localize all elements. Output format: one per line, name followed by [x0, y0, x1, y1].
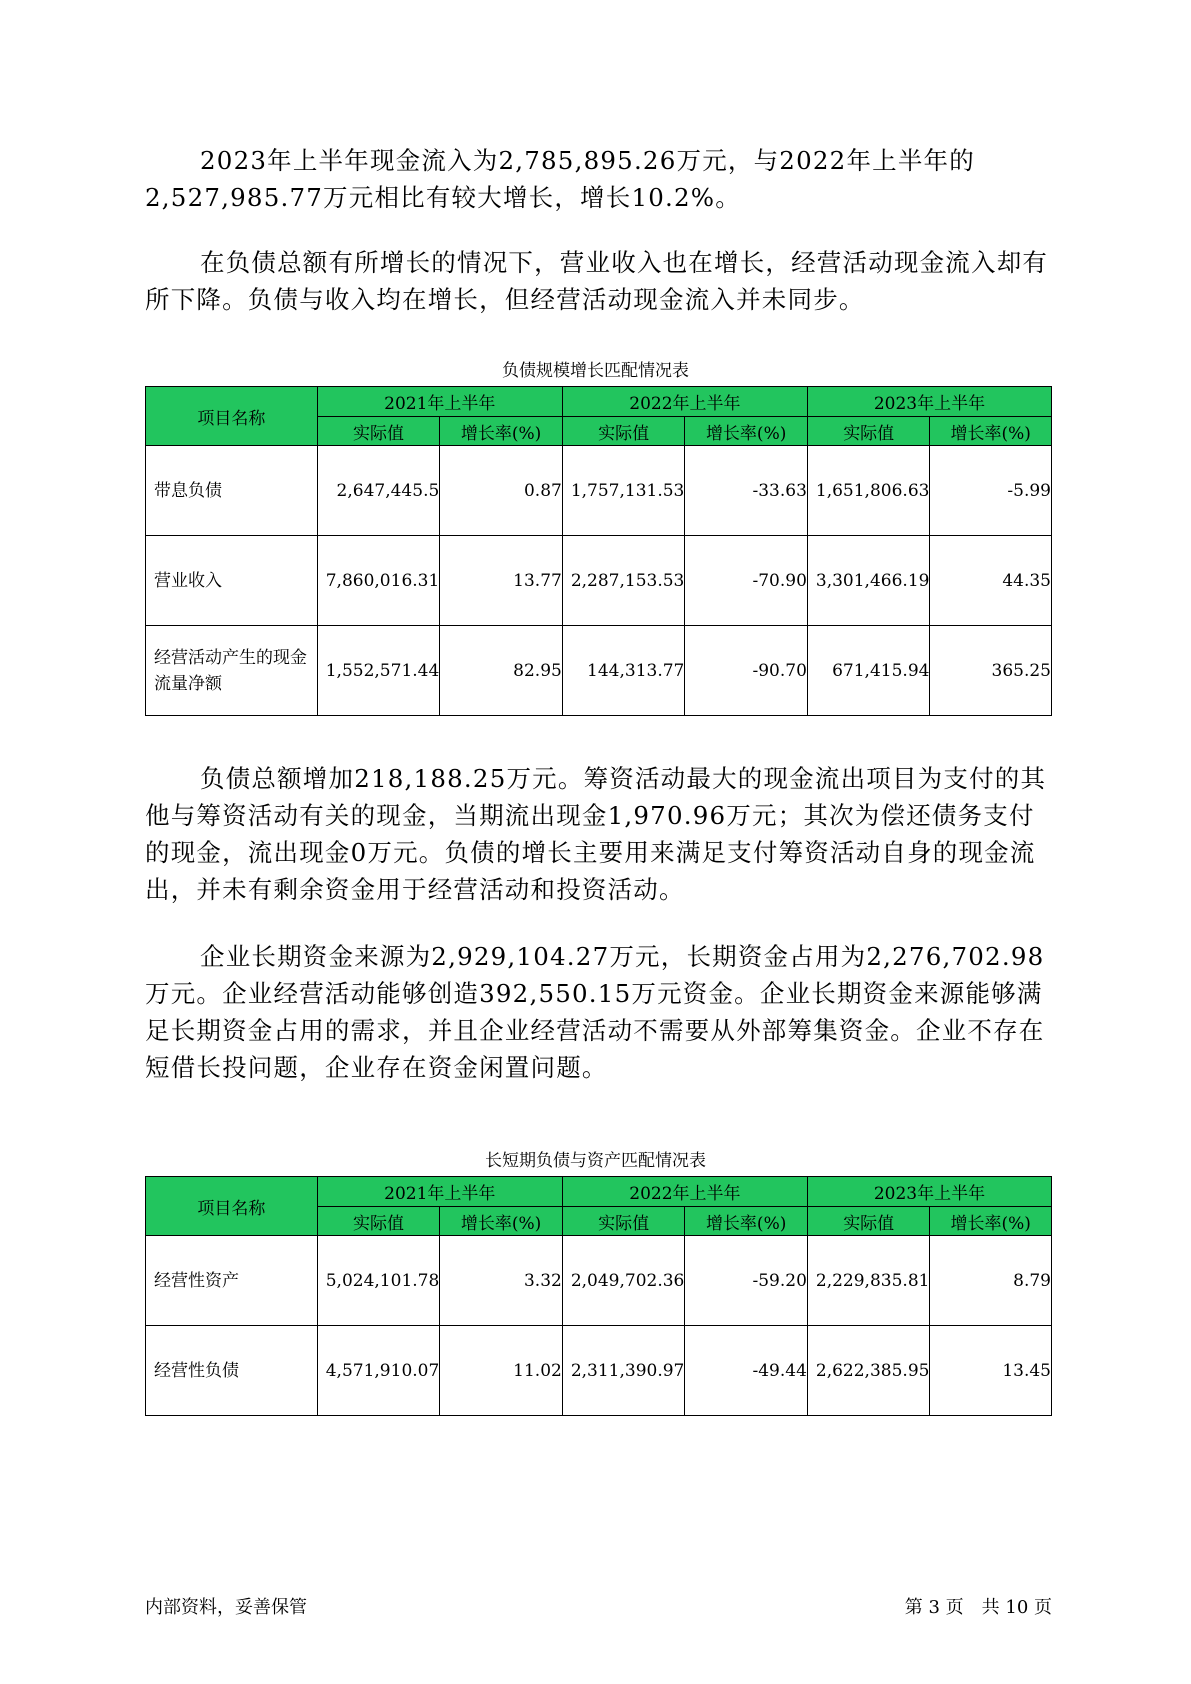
- header-period-2022: 2022年上半年: [562, 387, 807, 417]
- cell-value: 3.32: [440, 1236, 563, 1326]
- cell-value: 13.77: [440, 536, 563, 626]
- cell-value: 2,049,702.36: [562, 1236, 685, 1326]
- cell-value: 44.35: [930, 536, 1052, 626]
- header-growth: 增长率(%): [440, 1207, 563, 1236]
- header-actual: 实际值: [317, 1207, 440, 1236]
- cell-value: 2,311,390.97: [562, 1326, 685, 1416]
- header-period-2021: 2021年上半年: [317, 387, 562, 417]
- cell-value: 11.02: [440, 1326, 563, 1416]
- header-actual: 实际值: [317, 417, 440, 446]
- row-name: 经营性资产: [146, 1236, 318, 1326]
- cell-value: -5.99: [930, 446, 1052, 536]
- header-period-2022: 2022年上半年: [562, 1177, 807, 1207]
- table1-caption: 负债规模增长匹配情况表: [502, 361, 689, 381]
- cell-value: 2,287,153.53: [562, 536, 685, 626]
- cell-value: 2,647,445.5: [317, 446, 440, 536]
- cell-value: -59.20: [685, 1236, 808, 1326]
- row-name: 经营活动产生的现金流量净额: [146, 626, 318, 716]
- row-name: 营业收入: [146, 536, 318, 626]
- table2-caption: 长短期负债与资产匹配情况表: [485, 1151, 706, 1171]
- table-row: [146, 1326, 1052, 1416]
- header-actual: 实际值: [562, 417, 685, 446]
- header-actual: 实际值: [562, 1207, 685, 1236]
- asset-liability-match-table: [145, 1176, 1052, 1416]
- header-growth: 增长率(%): [930, 1207, 1052, 1236]
- header-period-2021: 2021年上半年: [317, 1177, 562, 1207]
- cell-value: -70.90: [685, 536, 808, 626]
- paragraph-liability-income: 在负债总额有所增长的情况下，营业收入也在增长，经营活动现金流入却有所下降。负债与收入均在增长，但经营活动现金流入并未同步。: [145, 248, 1049, 314]
- footer-page-number: 第 3 页 共 10 页: [904, 1597, 1052, 1618]
- cell-value: 1,757,131.53: [562, 446, 685, 536]
- paragraph-liability-increase: 负债总额增加218,188.25万元。筹资活动最大的现金流出项目为支付的其他与筹资活动有关的现金，当期流出现金1,970.96万元；其次为偿还债务支付的现金，流出现金0万元。负债的增长主要用来满足支付筹资活动自身的现金流出，并未有剩余资金用于经营活动和投资活动。: [145, 764, 1047, 904]
- cell-value: 3,301,466.19: [807, 536, 930, 626]
- table-row: [146, 536, 1052, 626]
- cell-value: -49.44: [685, 1326, 808, 1416]
- cell-value: 1,552,571.44: [317, 626, 440, 716]
- header-growth: 增长率(%): [685, 1207, 808, 1236]
- header-item-name: 项目名称: [146, 1177, 318, 1236]
- footer-confidential-note: 内部资料，妥善保管: [145, 1597, 307, 1618]
- paragraph-long-term-funds: 企业长期资金来源为2,929,104.27万元，长期资金占用为2,276,702.98万元。企业经营活动能够创造392,550.15万元资金。企业长期资金来源能够满足长期资金占用的需求，并且企业经营活动不需要从外部筹集资金。企业不存在短借长投问题，企业存在资金闲置问题。: [145, 942, 1045, 1082]
- header-actual: 实际值: [807, 1207, 930, 1236]
- header-growth: 增长率(%): [685, 417, 808, 446]
- header-item-name: 项目名称: [146, 387, 318, 446]
- cell-value: 2,229,835.81: [807, 1236, 930, 1326]
- cell-value: 13.45: [930, 1326, 1052, 1416]
- table-row: [146, 446, 1052, 536]
- cell-value: 671,415.94: [807, 626, 930, 716]
- row-name: 经营性负债: [146, 1326, 318, 1416]
- paragraph-cash-inflow: 2023年上半年现金流入为2,785,895.26万元，与2022年上半年的2,527,985.77万元相比有较大增长，增长10.2%。: [145, 146, 975, 212]
- cell-value: 0.87: [440, 446, 563, 536]
- cell-value: 4,571,910.07: [317, 1326, 440, 1416]
- cell-value: -90.70: [685, 626, 808, 716]
- table-row: [146, 626, 1052, 716]
- row-name: 带息负债: [146, 446, 318, 536]
- cell-value: 2,622,385.95: [807, 1326, 930, 1416]
- cell-value: 7,860,016.31: [317, 536, 440, 626]
- header-period-2023: 2023年上半年: [807, 1177, 1051, 1207]
- liability-growth-table: [145, 386, 1052, 716]
- cell-value: 82.95: [440, 626, 563, 716]
- table-row: [146, 1236, 1052, 1326]
- cell-value: 5,024,101.78: [317, 1236, 440, 1326]
- header-actual: 实际值: [807, 417, 930, 446]
- cell-value: 1,651,806.63: [807, 446, 930, 536]
- header-growth: 增长率(%): [930, 417, 1052, 446]
- header-growth: 增长率(%): [440, 417, 563, 446]
- header-period-2023: 2023年上半年: [807, 387, 1051, 417]
- cell-value: 144,313.77: [562, 626, 685, 716]
- cell-value: 8.79: [930, 1236, 1052, 1326]
- cell-value: -33.63: [685, 446, 808, 536]
- cell-value: 365.25: [930, 626, 1052, 716]
